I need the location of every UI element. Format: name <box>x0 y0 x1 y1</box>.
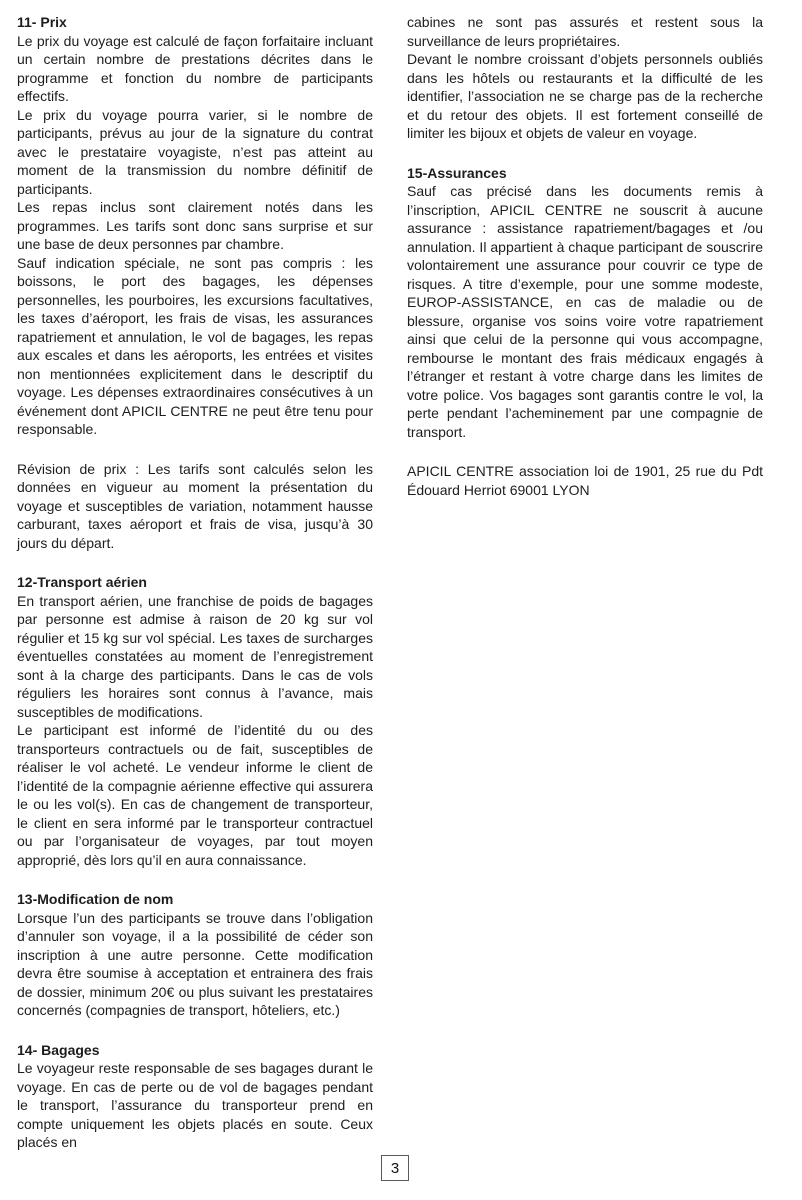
paragraph: Sauf cas précisé dans les documents remis à l’inscription, APICIL CENTRE ne souscrit à aucune assurance : assistance rapatriement/bagages et /ou annulation. Il appartient à chaque participant de souscrire volontairement une assurance pour couvrir ce type de risques. A titre d’exemple, pour une somme modeste, EUROP-ASSISTANCE, en cas de maladie ou de blessure, organise vos soins voire votre rapatriement ainsi que celui de la personne qui vous accompagne, rembourse le montant des frais médicaux engagés à l’étranger et restant à votre charge dans les limites de votre police. Vos bagages sont garantis contre le vol, la perte pendant l’acheminement par une compagnie de transport. <box>407 183 763 440</box>
right-column <box>407 13 763 1152</box>
section-13-modification-de-nom <box>17 890 373 1020</box>
page-number-box <box>381 1155 409 1181</box>
section-15-assurances <box>407 164 763 442</box>
paragraph: En transport aérien, une franchise de poids de bagages par personne est admise à raison de 20 kg sur vol régulier et 15 kg sur vol spécial. Les taxes de surcharges éventuelles constatées au moment de l’enregistrement sont à la charge des participants. Dans le cas de vols réguliers les horaires sont connus à l’avance, mais susceptibles de modifications. <box>17 592 373 720</box>
paragraph: Le voyageur reste responsable de ses bagages durant le voyage. En cas de perte ou de vol de bagages pendant le transport, l’assurance du transporteur prend en compte uniquement les objets placés en soute. Ceux placés en <box>17 1060 373 1150</box>
section-heading: 11- Prix <box>17 14 67 30</box>
paragraph: Le prix du voyage pourra varier, si le nombre de participants, prévus au jour de la signature du contrat avec le prestataire voyagiste, n’est pas atteint au moment de la transmission du nombre définitif de participants. <box>17 106 373 197</box>
paragraph: Le participant est informé de l’identité du ou des transporteurs contractuels ou de fait, susceptibles de réaliser le vol acheté. Le vendeur informe le client de l’identité de la compagnie aérienne effective qui assurera le ou les vol(s). En cas de changement de transporteur, le client en sera informé par le transporteur contractuel ou par l’organisateur de voyages, par tout moyen approprié, dès lors qu’il en aura connaissance. <box>17 722 373 868</box>
document-page <box>17 13 763 1152</box>
paragraph: Sauf indication spéciale, ne sont pas compris : les boissons, le port des bagages, les dépenses personnelles, les pourboires, les excursions facultatives, les taxes d’aéroport, les frais de visas, les assurances rapatriement et annulation, le vol de bagages, les repas aux escales et dans les aéroports, les entrées et visites non mentionnées explicitement dans le descriptif du voyage. Les dépenses extraordinaires consécutives à un événement dont APICIL CENTRE ne peut être tenu pour responsable. <box>17 254 373 437</box>
section-association-address <box>407 462 763 499</box>
paragraph: Révision de prix : Les tarifs sont calculés selon les données en vigueur au moment la présentation du voyage et susceptibles de variation, notamment hausse carburant, taxes aéroport et frais de visa, jusqu’à 30 jours du départ. <box>17 460 373 551</box>
section-heading: 15-Assurances <box>407 164 507 181</box>
section-heading: 12-Transport aérien <box>17 574 147 590</box>
paragraph: Le prix du voyage est calculé de façon forfaitaire incluant un certain nombre de prestations décrites dans le programme et fonction du nombre de participants effectifs. <box>17 32 373 104</box>
paragraph: Les repas inclus sont clairement notés dans les programmes. Les tarifs sont donc sans surprise et sur une base de deux personnes par chambre. <box>17 199 373 252</box>
left-column <box>17 13 373 1152</box>
paragraph: cabines ne sont pas assurés et restent sous la surveillance de leurs propriétaires. <box>407 14 763 49</box>
section-14-bagages <box>17 1041 373 1152</box>
section-heading: 13-Modification de nom <box>17 891 174 907</box>
paragraph: Devant le nombre croissant d’objets personnels oubliés dans les hôtels ou restaurants et la difficulté de les identifier, l’association ne se charge pas de la recherche et du retour des objets. Il est fortement conseillé de limiter les bijoux et objets de valeur en voyage. <box>407 51 763 141</box>
section-revision-de-prix <box>17 460 373 553</box>
section-bagages-continuation <box>407 13 763 143</box>
section-12-transport-aerien <box>17 573 373 869</box>
section-heading: 14- Bagages <box>17 1041 100 1058</box>
paragraph: Lorsque l’un des participants se trouve dans l’obligation d’annuler son voyage, il a la possibilité de céder son inscription à une autre personne. Cette modification devra être soumise à acceptation et entrainera des frais de dossier, minimum 20€ ou plus suivant les prestataires concernés (compagnies de transport, hôteliers, etc.) <box>17 909 373 1018</box>
section-11-prix <box>17 13 373 439</box>
paragraph: APICIL CENTRE association loi de 1901, 25 rue du Pdt Édouard Herriot 69001 LYON <box>407 463 763 498</box>
page-number: 3 <box>390 1159 400 1177</box>
